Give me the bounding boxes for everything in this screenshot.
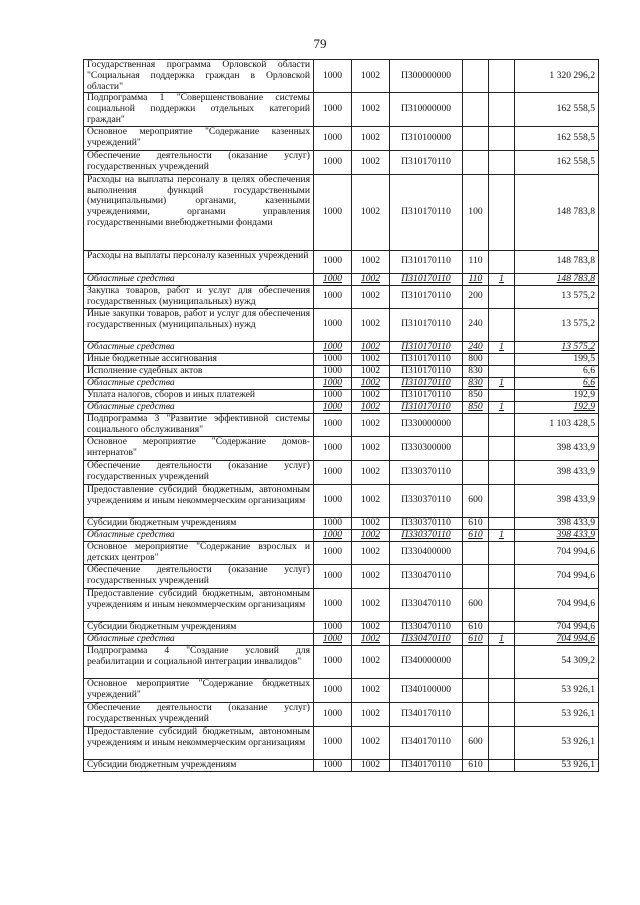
cell-subsection: 1002 <box>352 621 390 633</box>
cell-expense-type <box>463 702 489 726</box>
cell-subsection: 1002 <box>352 645 390 678</box>
cell-subsection: 1002 <box>352 401 390 413</box>
cell-target-article: П310170110 <box>390 150 463 174</box>
table-row-regional-funds <box>84 633 599 645</box>
cell-expense-type: 200 <box>463 285 489 308</box>
cell-amount: 192,9 <box>515 389 599 401</box>
cell-amount: 398 433,9 <box>515 517 599 529</box>
cell-subsection: 1002 <box>352 460 390 484</box>
table-row <box>84 621 599 633</box>
cell-amount: 162 558,5 <box>515 150 599 174</box>
cell-expense-type <box>463 541 489 564</box>
cell-section: 1000 <box>314 588 352 621</box>
cell-name: Областные средства <box>84 401 314 413</box>
cell-target-article: П330470110 <box>390 621 463 633</box>
cell-target-article: П310170110 <box>390 308 463 341</box>
cell-section: 1000 <box>314 174 352 250</box>
cell-funding-source <box>489 759 515 771</box>
cell-subsection: 1002 <box>352 517 390 529</box>
cell-target-article: П330370110 <box>390 460 463 484</box>
cell-expense-type: 600 <box>463 726 489 759</box>
cell-amount: 704 994,6 <box>515 541 599 564</box>
cell-amount: 53 926,1 <box>515 726 599 759</box>
cell-funding-source: 1 <box>489 273 515 285</box>
cell-amount: 148 783,8 <box>515 174 599 250</box>
cell-expense-type: 610 <box>463 517 489 529</box>
cell-funding-source <box>489 308 515 341</box>
cell-section: 1000 <box>314 678 352 702</box>
cell-subsection: 1002 <box>352 93 390 126</box>
table-row-regional-funds <box>84 529 599 541</box>
cell-subsection: 1002 <box>352 436 390 460</box>
table-row <box>84 460 599 484</box>
cell-name: Обеспечение деятельности (оказание услуг) государственных учреждений <box>84 702 314 726</box>
table-row-regional-funds <box>84 377 599 389</box>
cell-subsection: 1002 <box>352 60 390 93</box>
cell-expense-type <box>463 126 489 150</box>
cell-target-article: П310170110 <box>390 377 463 389</box>
cell-target-article: П330470110 <box>390 633 463 645</box>
cell-subsection: 1002 <box>352 150 390 174</box>
budget-table <box>83 59 599 772</box>
cell-name: Подпрограмма 1 "Совершенствование системы социальной поддержки отдельных категорий граждан" <box>84 93 314 126</box>
cell-subsection: 1002 <box>352 759 390 771</box>
cell-expense-type: 850 <box>463 401 489 413</box>
cell-section: 1000 <box>314 389 352 401</box>
cell-name: Основное мероприятие "Содержание домов-интернатов" <box>84 436 314 460</box>
cell-funding-source: 1 <box>489 377 515 389</box>
cell-name: Субсидии бюджетным учреждениям <box>84 759 314 771</box>
cell-target-article: П330370110 <box>390 484 463 517</box>
cell-name: Областные средства <box>84 633 314 645</box>
page-number: 79 <box>313 36 327 51</box>
cell-subsection: 1002 <box>352 529 390 541</box>
cell-name: Областные средства <box>84 341 314 353</box>
cell-funding-source: 1 <box>489 401 515 413</box>
cell-subsection: 1002 <box>352 541 390 564</box>
table-row <box>84 645 599 678</box>
cell-subsection: 1002 <box>352 484 390 517</box>
cell-name: Предоставление субсидий бюджетным, автономным учреждениям и иным некоммерческим организациям <box>84 484 314 517</box>
table-row <box>84 93 599 126</box>
cell-amount: 704 994,6 <box>515 621 599 633</box>
table-row <box>84 365 599 377</box>
cell-amount: 398 433,9 <box>515 460 599 484</box>
cell-amount: 704 994,6 <box>515 633 599 645</box>
cell-target-article: П310170110 <box>390 174 463 250</box>
cell-section: 1000 <box>314 150 352 174</box>
cell-name: Обеспечение деятельности (оказание услуг) государственных учреждений <box>84 564 314 588</box>
cell-target-article: П310170110 <box>390 389 463 401</box>
cell-expense-type <box>463 564 489 588</box>
cell-section: 1000 <box>314 308 352 341</box>
cell-expense-type: 610 <box>463 759 489 771</box>
table-row <box>84 389 599 401</box>
table-row <box>84 353 599 365</box>
cell-funding-source <box>489 174 515 250</box>
cell-section: 1000 <box>314 377 352 389</box>
cell-funding-source <box>489 353 515 365</box>
cell-name: Предоставление субсидий бюджетным, автономным учреждениям и иным некоммерческим организациям <box>84 726 314 759</box>
cell-amount: 53 926,1 <box>515 702 599 726</box>
cell-funding-source <box>489 588 515 621</box>
cell-section: 1000 <box>314 273 352 285</box>
cell-amount: 398 433,9 <box>515 436 599 460</box>
cell-amount: 398 433,9 <box>515 484 599 517</box>
cell-name: Обеспечение деятельности (оказание услуг) государственных учреждений <box>84 460 314 484</box>
cell-section: 1000 <box>314 621 352 633</box>
table-row <box>84 564 599 588</box>
cell-expense-type: 110 <box>463 250 489 273</box>
cell-name: Исполнение судебных актов <box>84 365 314 377</box>
cell-amount: 13 575,2 <box>515 341 599 353</box>
cell-amount: 1 320 296,2 <box>515 60 599 93</box>
cell-amount: 199,5 <box>515 353 599 365</box>
cell-subsection: 1002 <box>352 273 390 285</box>
cell-expense-type: 850 <box>463 389 489 401</box>
cell-funding-source: 1 <box>489 633 515 645</box>
table-row-regional-funds <box>84 273 599 285</box>
table-row <box>84 174 599 250</box>
cell-expense-type <box>463 678 489 702</box>
cell-name: Закупка товаров, работ и услуг для обеспечения государственных (муниципальных) нужд <box>84 285 314 308</box>
cell-name: Обеспечение деятельности (оказание услуг) государственных учреждений <box>84 150 314 174</box>
cell-section: 1000 <box>314 529 352 541</box>
cell-name: Предоставление субсидий бюджетным, автономным учреждениям и иным некоммерческим организациям <box>84 588 314 621</box>
cell-target-article: П330470110 <box>390 588 463 621</box>
table-row <box>84 250 599 273</box>
cell-target-article: П330300000 <box>390 436 463 460</box>
cell-amount: 162 558,5 <box>515 126 599 150</box>
cell-target-article: П340170110 <box>390 726 463 759</box>
cell-section: 1000 <box>314 341 352 353</box>
cell-expense-type: 610 <box>463 621 489 633</box>
cell-funding-source <box>489 517 515 529</box>
cell-target-article: П310100000 <box>390 126 463 150</box>
table-row <box>84 484 599 517</box>
cell-section: 1000 <box>314 564 352 588</box>
cell-amount: 1 103 428,5 <box>515 413 599 436</box>
cell-target-article: П310170110 <box>390 285 463 308</box>
cell-subsection: 1002 <box>352 564 390 588</box>
cell-funding-source <box>489 60 515 93</box>
cell-section: 1000 <box>314 401 352 413</box>
cell-funding-source <box>489 126 515 150</box>
cell-section: 1000 <box>314 285 352 308</box>
cell-target-article: П340170110 <box>390 702 463 726</box>
cell-target-article: П300000000 <box>390 60 463 93</box>
cell-section: 1000 <box>314 633 352 645</box>
cell-funding-source <box>489 250 515 273</box>
cell-target-article: П330000000 <box>390 413 463 436</box>
cell-name: Основное мероприятие "Содержание казенных учреждений" <box>84 126 314 150</box>
cell-section: 1000 <box>314 702 352 726</box>
cell-expense-type: 600 <box>463 588 489 621</box>
cell-section: 1000 <box>314 60 352 93</box>
table-body <box>84 60 599 772</box>
cell-target-article: П330470110 <box>390 564 463 588</box>
cell-section: 1000 <box>314 541 352 564</box>
cell-expense-type <box>463 93 489 126</box>
cell-section: 1000 <box>314 413 352 436</box>
table-row <box>84 541 599 564</box>
cell-section: 1000 <box>314 93 352 126</box>
table-row <box>84 150 599 174</box>
cell-subsection: 1002 <box>352 377 390 389</box>
cell-funding-source <box>489 678 515 702</box>
cell-section: 1000 <box>314 460 352 484</box>
cell-expense-type <box>463 60 489 93</box>
cell-funding-source <box>489 413 515 436</box>
cell-funding-source <box>489 93 515 126</box>
cell-amount: 704 994,6 <box>515 564 599 588</box>
cell-expense-type: 100 <box>463 174 489 250</box>
cell-amount: 6,6 <box>515 365 599 377</box>
cell-expense-type: 830 <box>463 377 489 389</box>
cell-section: 1000 <box>314 353 352 365</box>
cell-target-article: П330370110 <box>390 529 463 541</box>
cell-funding-source <box>489 285 515 308</box>
cell-amount: 162 558,5 <box>515 93 599 126</box>
cell-amount: 6,6 <box>515 377 599 389</box>
cell-section: 1000 <box>314 517 352 529</box>
cell-section: 1000 <box>314 436 352 460</box>
cell-expense-type <box>463 413 489 436</box>
cell-funding-source: 1 <box>489 341 515 353</box>
table-row <box>84 517 599 529</box>
cell-expense-type <box>463 436 489 460</box>
table-row <box>84 678 599 702</box>
cell-section: 1000 <box>314 484 352 517</box>
cell-funding-source <box>489 621 515 633</box>
cell-expense-type <box>463 150 489 174</box>
cell-name: Расходы на выплаты персоналу в целях обеспечения выполнения функций государственными (муниципальными) органами, казенными учреждениями, органами управления государственными внебюджетными фондами <box>84 174 314 250</box>
cell-expense-type <box>463 460 489 484</box>
cell-amount: 13 575,2 <box>515 285 599 308</box>
table-row <box>84 436 599 460</box>
cell-amount: 53 926,1 <box>515 678 599 702</box>
cell-funding-source <box>489 645 515 678</box>
cell-name: Субсидии бюджетным учреждениям <box>84 621 314 633</box>
cell-expense-type: 610 <box>463 633 489 645</box>
cell-funding-source <box>489 564 515 588</box>
cell-funding-source <box>489 365 515 377</box>
cell-subsection: 1002 <box>352 588 390 621</box>
cell-expense-type: 110 <box>463 273 489 285</box>
cell-target-article: П340170110 <box>390 759 463 771</box>
cell-subsection: 1002 <box>352 308 390 341</box>
cell-target-article: П310170110 <box>390 401 463 413</box>
table-row <box>84 759 599 771</box>
cell-section: 1000 <box>314 759 352 771</box>
table-row-regional-funds <box>84 401 599 413</box>
cell-section: 1000 <box>314 250 352 273</box>
cell-amount: 192,9 <box>515 401 599 413</box>
table-row <box>84 588 599 621</box>
cell-amount: 704 994,6 <box>515 588 599 621</box>
cell-target-article: П310170110 <box>390 250 463 273</box>
cell-name: Основное мероприятие "Содержание бюджетных учреждений" <box>84 678 314 702</box>
cell-subsection: 1002 <box>352 633 390 645</box>
cell-name: Областные средства <box>84 529 314 541</box>
cell-section: 1000 <box>314 645 352 678</box>
cell-subsection: 1002 <box>352 353 390 365</box>
table-row <box>84 413 599 436</box>
cell-subsection: 1002 <box>352 726 390 759</box>
cell-target-article: П310170110 <box>390 341 463 353</box>
cell-subsection: 1002 <box>352 341 390 353</box>
cell-funding-source: 1 <box>489 529 515 541</box>
cell-amount: 13 575,2 <box>515 308 599 341</box>
cell-amount: 148 783,8 <box>515 250 599 273</box>
cell-amount: 54 309,2 <box>515 645 599 678</box>
cell-name: Подпрограмма 4 "Создание условий для реабилитации и социальной интеграции инвалидов" <box>84 645 314 678</box>
cell-target-article: П310170110 <box>390 365 463 377</box>
table-row <box>84 726 599 759</box>
cell-expense-type: 240 <box>463 308 489 341</box>
cell-amount: 398 433,9 <box>515 529 599 541</box>
cell-expense-type: 800 <box>463 353 489 365</box>
cell-name: Субсидии бюджетным учреждениям <box>84 517 314 529</box>
cell-subsection: 1002 <box>352 702 390 726</box>
cell-expense-type: 610 <box>463 529 489 541</box>
cell-section: 1000 <box>314 126 352 150</box>
table-row <box>84 285 599 308</box>
table-row <box>84 702 599 726</box>
cell-amount: 148 783,8 <box>515 273 599 285</box>
cell-funding-source <box>489 726 515 759</box>
cell-section: 1000 <box>314 726 352 759</box>
cell-subsection: 1002 <box>352 389 390 401</box>
cell-target-article: П310000000 <box>390 93 463 126</box>
cell-target-article: П340000000 <box>390 645 463 678</box>
table-row-regional-funds <box>84 341 599 353</box>
cell-target-article: П330400000 <box>390 541 463 564</box>
cell-expense-type <box>463 645 489 678</box>
cell-funding-source <box>489 150 515 174</box>
cell-name: Уплата налогов, сборов и иных платежей <box>84 389 314 401</box>
cell-subsection: 1002 <box>352 413 390 436</box>
cell-target-article: П310170110 <box>390 273 463 285</box>
cell-amount: 53 926,1 <box>515 759 599 771</box>
table-row <box>84 126 599 150</box>
cell-name: Областные средства <box>84 273 314 285</box>
cell-funding-source <box>489 702 515 726</box>
cell-subsection: 1002 <box>352 678 390 702</box>
cell-subsection: 1002 <box>352 174 390 250</box>
cell-name: Иные бюджетные ассигнования <box>84 353 314 365</box>
cell-funding-source <box>489 389 515 401</box>
cell-expense-type: 240 <box>463 341 489 353</box>
cell-subsection: 1002 <box>352 126 390 150</box>
cell-funding-source <box>489 541 515 564</box>
cell-name: Областные средства <box>84 377 314 389</box>
cell-name: Иные закупки товаров, работ и услуг для обеспечения государственных (муниципальных) нужд <box>84 308 314 341</box>
cell-subsection: 1002 <box>352 250 390 273</box>
cell-name: Расходы на выплаты персоналу казенных учреждений <box>84 250 314 273</box>
cell-subsection: 1002 <box>352 365 390 377</box>
cell-name: Государственная программа Орловской области "Социальная поддержка граждан в Орловской области" <box>84 60 314 93</box>
table-row <box>84 308 599 341</box>
cell-target-article: П330370110 <box>390 517 463 529</box>
cell-target-article: П340100000 <box>390 678 463 702</box>
cell-target-article: П310170110 <box>390 353 463 365</box>
cell-funding-source <box>489 460 515 484</box>
cell-section: 1000 <box>314 365 352 377</box>
cell-expense-type: 830 <box>463 365 489 377</box>
cell-funding-source <box>489 484 515 517</box>
cell-funding-source <box>489 436 515 460</box>
cell-expense-type: 600 <box>463 484 489 517</box>
cell-name: Основное мероприятие "Содержание взрослых и детских центров" <box>84 541 314 564</box>
cell-name: Подпрограмма 3 "Развитие эффективной системы социального обслуживания" <box>84 413 314 436</box>
cell-subsection: 1002 <box>352 285 390 308</box>
table-row <box>84 60 599 93</box>
